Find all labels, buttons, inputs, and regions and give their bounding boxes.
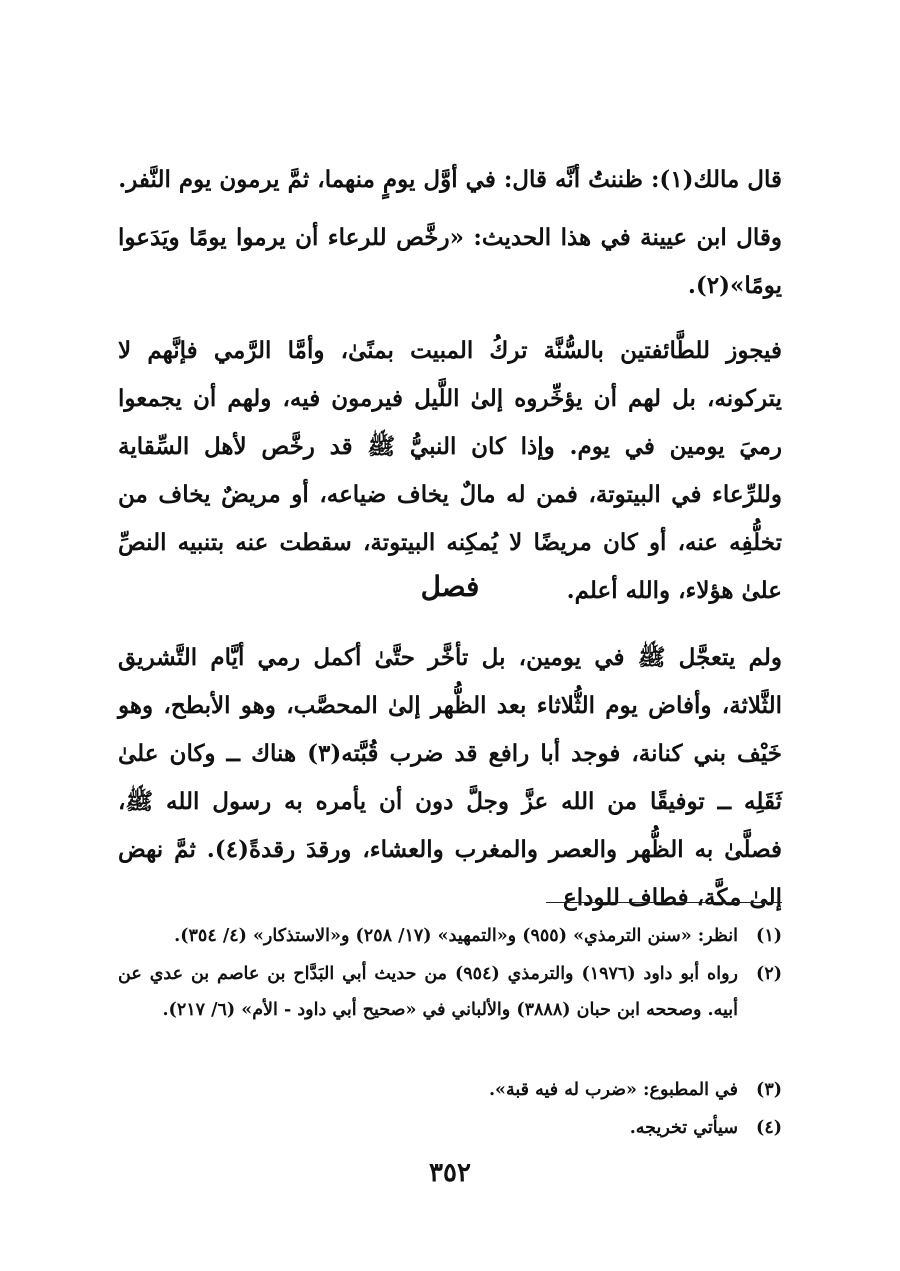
footnote-text: سيأتي تخريجه. — [629, 1118, 738, 1138]
footnote-number: (١) — [756, 926, 782, 946]
footnote-1 — [118, 918, 782, 954]
paragraph-ibn-uyaynah: وقال ابن عيينة في هذا الحديث: «رخَّص للرعاء أن يرموا يومًا ويَدَعوا يومًا»(٢). — [118, 224, 782, 299]
page-number: ٣٥٢ — [429, 1158, 471, 1188]
paragraph-section-body: ولم يتعجَّل ﷺ في يومين، بل تأخَّر حتَّىٰ أكمل رمي أيَّام التَّشريق الثَّلاثة، وأفاض يوم الثُّلاثاء بعد الظُّهر إلىٰ المحصَّب، وهو الأبطح، وهو خَيْف بني كنانة، فوجد أبا رافع قد ضرب قُبَّته(٣) هناك ــ وكان علىٰ ثَقَلِه ــ توفيقًا من الله عزَّ وجلَّ دون أن يأمره به رسول الله ﷺ، فصلَّىٰ به الظُّهر والعصر والمغرب والعشاء، ورقدَ رقدةً(٤). ثمَّ نهض إلىٰ مكَّة، فطاف للوداع — [118, 644, 783, 911]
footnote-text: رواه أبو داود (١٩٧٦) والترمذي (٩٥٤) من حديث أبي البَدَّاح بن عاصم بن عدي عن أبيه. وصححه ابن حبان (٣٨٨٨) والألباني في «صحيح أبي داود - الأم» (٦/ ٢١٧). — [118, 964, 738, 1020]
paragraph-malik: قال مالك(١): ظننتُ أنَّه قال: في أوَّل يومٍ منهما، ثمَّ يرمون يوم النَّفر. — [118, 166, 782, 193]
section-heading: فصل — [420, 570, 480, 603]
paragraph-two-groups: فيجوز للطَّائفتين بالسُّنَّة تركُ المبيت بمنًىٰ، وأمَّا الرَّمي فإنَّهم لا يتركونه، بل لهم أن يؤخِّروه إلىٰ اللَّيل فيرمون فيه، ولهم أن يجمعوا رميَ يومين في يوم. وإذا كان النبيُّ ﷺ قد رخَّص لأهل السِّقاية وللرِّعاء في البيتوتة، فمن له مالٌ يخاف ضياعه، أو مريضٌ يخاف من تخلُّفِه عنه، أو كان مريضًا لا يُمكِنه البيتوتة، سقطت عنه بتنبيه النصِّ علىٰ هؤلاء، والله أعلم. — [118, 337, 782, 604]
footnote-text: في المطبوع: «ضرب له فيه قبة». — [488, 1080, 738, 1100]
footnote-2 — [118, 956, 782, 1028]
footnote-4 — [118, 1110, 782, 1146]
footnote-number: (٢) — [756, 964, 782, 984]
footnote-text: انظر: «سنن الترمذي» (٩٥٥) و«التمهيد» (١٧/ ٢٥٨) و«الاستذكار» (٤/ ٣٥٤). — [174, 926, 738, 946]
footnote-3 — [118, 1072, 782, 1108]
footnote-divider — [546, 902, 782, 903]
footnote-number: (٤) — [756, 1118, 782, 1138]
footnote-number: (٣) — [756, 1080, 782, 1100]
